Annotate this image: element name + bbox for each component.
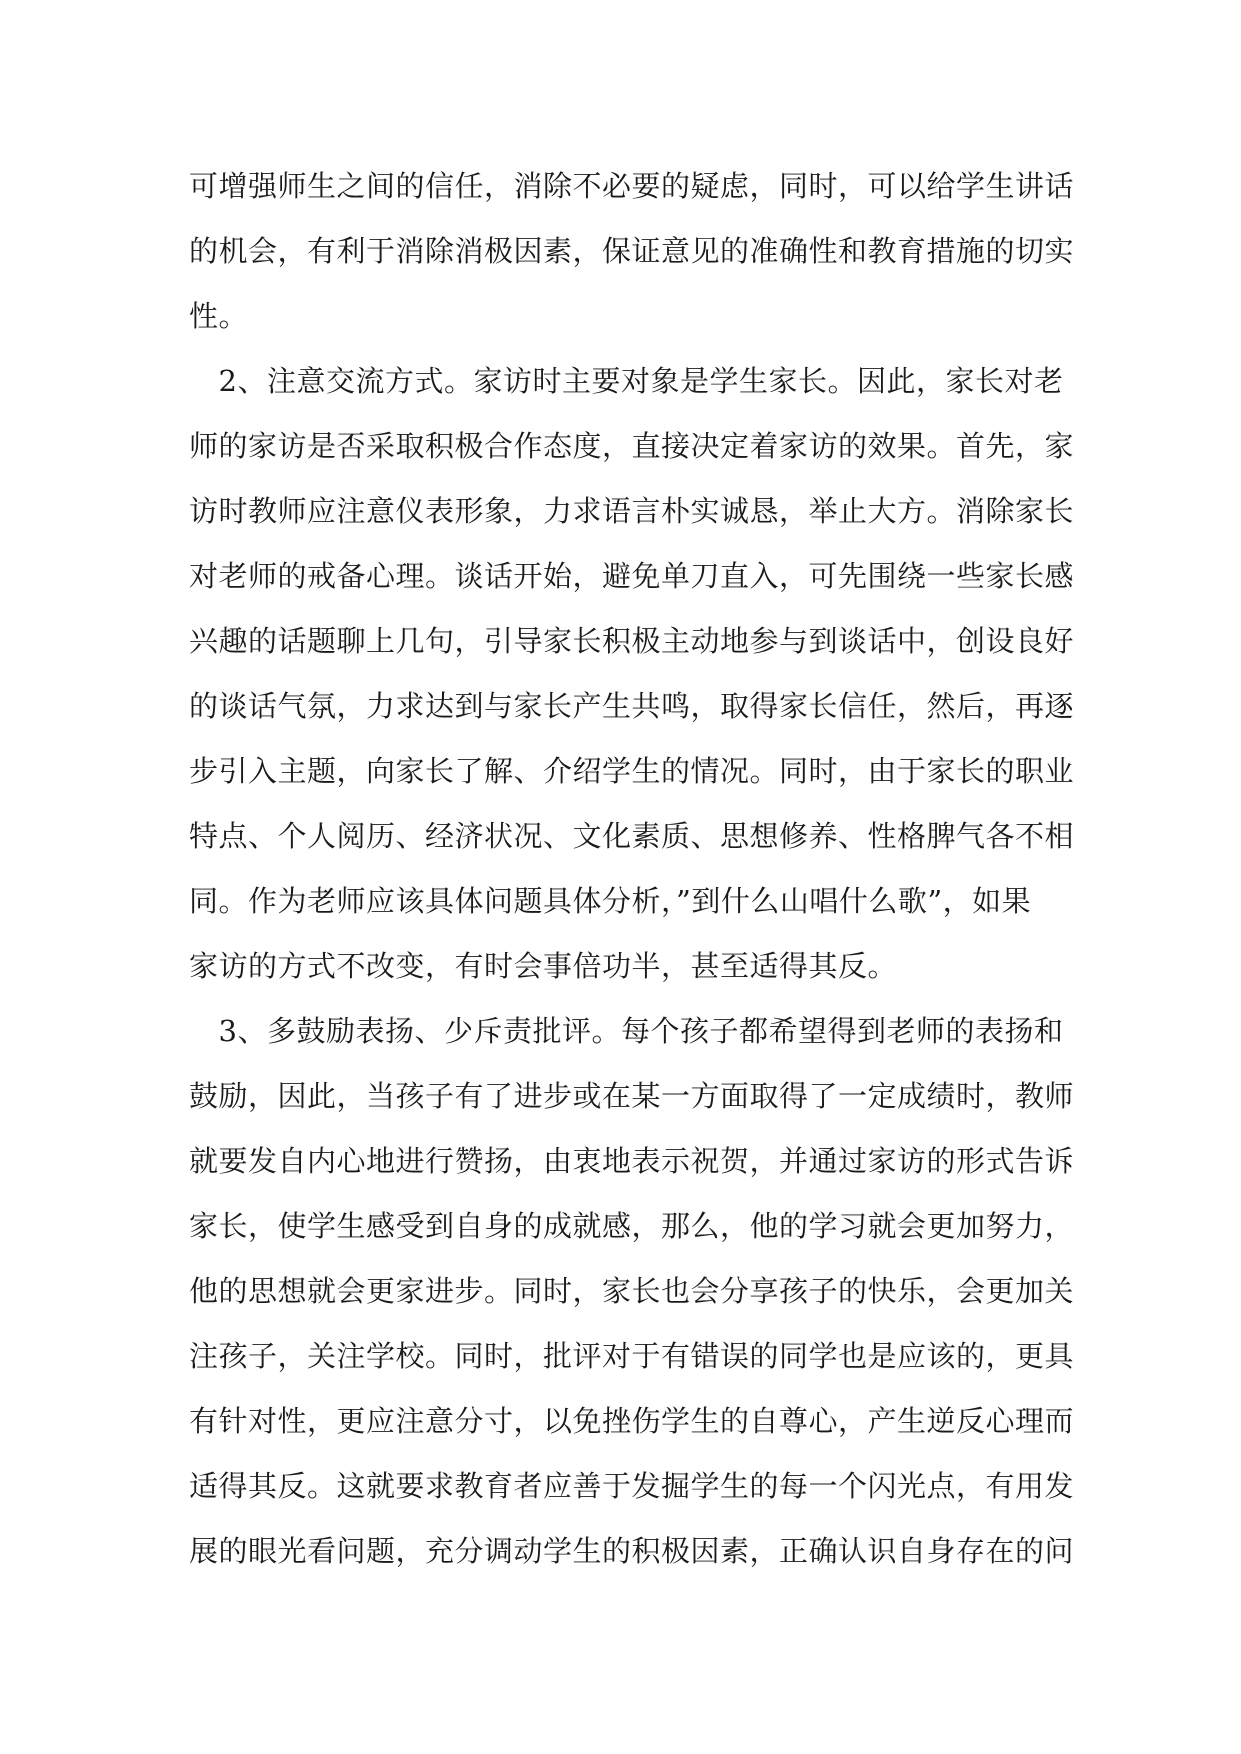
text-line: 家访的方式不改变，有时会事倍功半，甚至适得其反。 — [189, 949, 898, 983]
text-line: 有针对性，更应注意分寸，以免挫伤学生的自尊心，产生逆反心理而 — [189, 1404, 1075, 1438]
text-line: 师的家访是否采取积极合作态度，直接决定着家访的效果。首先，家 — [189, 429, 1075, 463]
text-line: 同。作为老师应该具体问题具体分析，”到什么山唱什么歌”，如果 — [189, 884, 1032, 918]
text-line: 特点、个人阅历、经济状况、文化素质、思想修养、性格脾气各不相 — [189, 819, 1075, 853]
text-line: 性。 — [189, 299, 249, 333]
text-line: 家长，使学生感受到自身的成就感，那么，他的学习就会更加努力， — [189, 1209, 1075, 1243]
text-line: 适得其反。这就要求教育者应善于发掘学生的每一个闪光点，有用发 — [189, 1469, 1075, 1503]
text-line: 可增强师生之间的信任，消除不必要的疑虑，同时，可以给学生讲话 — [189, 169, 1075, 203]
text-line: 鼓励，因此，当孩子有了进步或在某一方面取得了一定成绩时，教师 — [189, 1079, 1075, 1113]
text-line: 注孩子，关注学校。同时，批评对于有错误的同学也是应该的，更具 — [189, 1339, 1075, 1373]
text-line: 的机会，有利于消除消极因素，保证意见的准确性和教育措施的切实 — [189, 234, 1075, 268]
text-line: 他的思想就会更家进步。同时，家长也会分享孩子的快乐，会更加关 — [189, 1274, 1075, 1308]
paragraph-start-line: 3、多鼓励表扬、少斥责批评。每个孩子都希望得到老师的表扬和 — [189, 1014, 1064, 1048]
text-line: 步引入主题，向家长了解、介绍学生的情况。同时，由于家长的职业 — [189, 754, 1075, 788]
text-line: 对老师的戒备心理。谈话开始，避免单刀直入，可先围绕一些家长感 — [189, 559, 1075, 593]
body-text — [189, 154, 1075, 1584]
text-line: 的谈话气氛，力求达到与家长产生共鸣，取得家长信任，然后，再逐 — [189, 689, 1075, 723]
text-line: 访时教师应注意仪表形象，力求语言朴实诚恳，举止大方。消除家长 — [189, 494, 1075, 528]
text-line: 就要发自内心地进行赞扬，由衷地表示祝贺，并通过家访的形式告诉 — [189, 1144, 1075, 1178]
paragraph-start-line: 2、注意交流方式。家访时主要对象是学生家长。因此，家长对老 — [189, 364, 1064, 398]
text-line: 兴趣的话题聊上几句，引导家长积极主动地参与到谈话中，创设良好 — [189, 624, 1075, 658]
text-line: 展的眼光看问题，充分调动学生的积极因素，正确认识自身存在的问 — [189, 1534, 1075, 1568]
